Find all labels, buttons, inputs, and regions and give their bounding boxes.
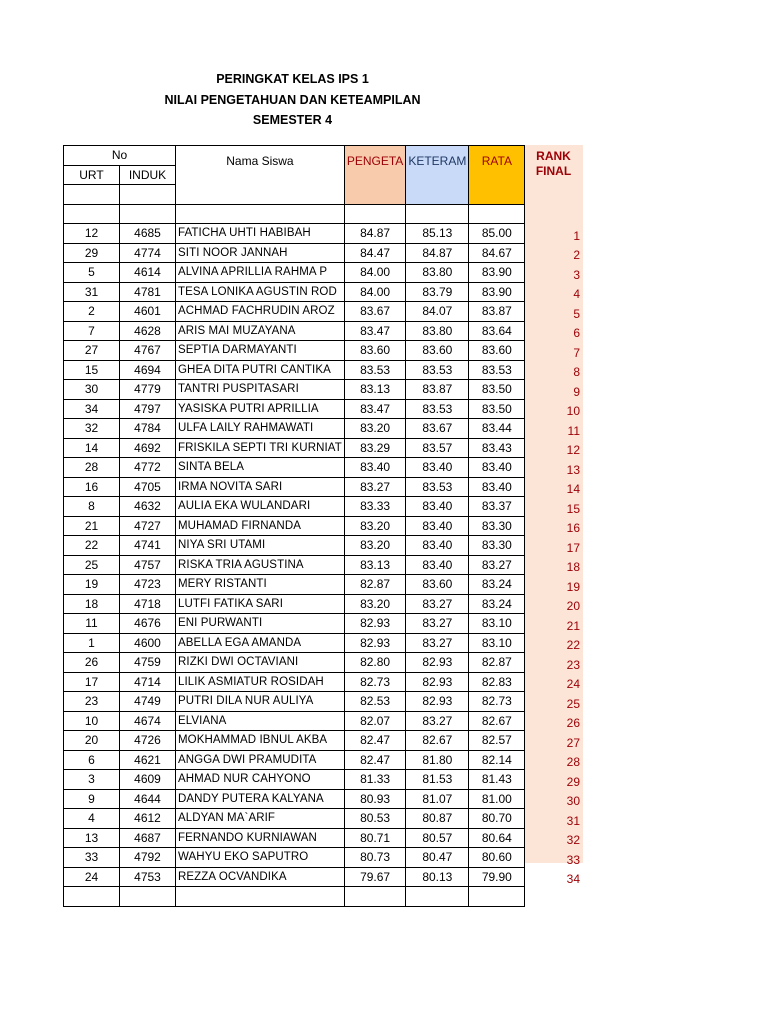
student-name: AHMAD NUR CAHYONO xyxy=(176,770,345,790)
student-pengeta: 80.53 xyxy=(344,809,405,829)
student-keteram: 83.40 xyxy=(406,536,469,556)
student-keteram: 83.27 xyxy=(406,594,469,614)
student-name: TANTRI PUSPITASARI xyxy=(176,380,345,400)
student-urt: 3 xyxy=(64,770,120,790)
student-urt: 28 xyxy=(64,458,120,478)
student-name: REZZA OCVANDIKA xyxy=(176,867,345,887)
rank-value: 21 xyxy=(566,618,580,633)
student-pengeta: 82.53 xyxy=(344,692,405,712)
table-row xyxy=(64,458,525,478)
student-keteram: 81.53 xyxy=(406,770,469,790)
student-keteram: 83.57 xyxy=(406,438,469,458)
student-keteram: 83.53 xyxy=(406,360,469,380)
student-urt: 9 xyxy=(64,789,120,809)
student-induk: 4609 xyxy=(120,770,176,790)
rank-value: 22 xyxy=(566,638,580,652)
student-urt: 10 xyxy=(64,711,120,731)
student-rata: 83.90 xyxy=(469,263,525,283)
student-keteram: 82.93 xyxy=(406,672,469,692)
student-keteram: 83.53 xyxy=(406,399,469,419)
student-name: YASISKA PUTRI APRILLIA xyxy=(176,399,345,419)
student-rata: 83.50 xyxy=(469,399,525,419)
student-rata: 81.00 xyxy=(469,789,525,809)
rank-value: 31 xyxy=(566,813,580,828)
table-row xyxy=(64,653,525,673)
student-urt: 25 xyxy=(64,555,120,575)
student-pengeta: 80.93 xyxy=(344,789,405,809)
student-name: ALVINA APRILLIA RAHMA P xyxy=(176,263,345,283)
student-urt: 18 xyxy=(64,594,120,614)
rank-value: 28 xyxy=(566,755,580,769)
header-no: No xyxy=(64,146,176,166)
student-induk: 4772 xyxy=(120,458,176,478)
table-row xyxy=(64,243,525,263)
student-pengeta: 84.47 xyxy=(344,243,405,263)
student-name: ACHMAD FACHRUDIN AROZ xyxy=(176,302,345,322)
table-row xyxy=(64,672,525,692)
student-name: IRMA NOVITA SARI xyxy=(176,477,345,497)
student-induk: 4779 xyxy=(120,380,176,400)
student-pengeta: 82.73 xyxy=(344,672,405,692)
student-pengeta: 83.47 xyxy=(344,321,405,341)
student-urt: 13 xyxy=(64,828,120,848)
student-induk: 4628 xyxy=(120,321,176,341)
student-induk: 4726 xyxy=(120,731,176,751)
rank-value: 9 xyxy=(573,384,580,399)
table-row xyxy=(64,224,525,244)
student-urt: 31 xyxy=(64,282,120,302)
student-induk: 4714 xyxy=(120,672,176,692)
student-name: SITI NOOR JANNAH xyxy=(176,243,345,263)
student-urt: 24 xyxy=(64,867,120,887)
student-rata: 83.30 xyxy=(469,536,525,556)
rank-final-column xyxy=(524,145,583,886)
rank-value: 4 xyxy=(573,287,580,301)
student-pengeta: 83.20 xyxy=(344,516,405,536)
student-rata: 82.14 xyxy=(469,750,525,770)
student-induk: 4600 xyxy=(120,633,176,653)
title-line-1: PERINGKAT KELAS IPS 1 xyxy=(216,72,369,86)
rank-value: 6 xyxy=(573,326,580,340)
student-keteram: 83.27 xyxy=(406,711,469,731)
table-row xyxy=(64,399,525,419)
student-keteram: 82.93 xyxy=(406,653,469,673)
table-row xyxy=(64,614,525,634)
table-row xyxy=(64,633,525,653)
student-pengeta: 83.60 xyxy=(344,341,405,361)
student-pengeta: 82.07 xyxy=(344,711,405,731)
student-pengeta: 82.93 xyxy=(344,614,405,634)
student-pengeta: 83.29 xyxy=(344,438,405,458)
student-name: MUHAMAD FIRNANDA xyxy=(176,516,345,536)
student-name: RIZKI DWI OCTAVIANI xyxy=(176,653,345,673)
student-name: AULIA EKA WULANDARI xyxy=(176,497,345,517)
student-name: FERNANDO KURNIAWAN xyxy=(176,828,345,848)
student-induk: 4753 xyxy=(120,867,176,887)
student-induk: 4705 xyxy=(120,477,176,497)
student-rata: 83.44 xyxy=(469,419,525,439)
rank-value: 1 xyxy=(573,228,580,243)
student-induk: 4741 xyxy=(120,536,176,556)
table-row xyxy=(64,770,525,790)
student-rata: 82.57 xyxy=(469,731,525,751)
rank-value: 32 xyxy=(566,833,580,847)
header-keteram: KETERAM xyxy=(406,146,469,205)
header-nama-siswa: Nama Siswa xyxy=(176,146,345,205)
empty-row xyxy=(64,887,525,907)
student-induk: 4621 xyxy=(120,750,176,770)
student-keteram: 83.80 xyxy=(406,263,469,283)
student-keteram: 80.87 xyxy=(406,809,469,829)
student-rata: 83.87 xyxy=(469,302,525,322)
student-rata: 82.73 xyxy=(469,692,525,712)
table-row xyxy=(64,809,525,829)
student-urt: 17 xyxy=(64,672,120,692)
student-keteram: 80.47 xyxy=(406,848,469,868)
title-line-3: SEMESTER 4 xyxy=(252,113,333,127)
student-urt: 29 xyxy=(64,243,120,263)
rank-header-line1: RANK xyxy=(536,149,571,163)
student-induk: 4727 xyxy=(120,516,176,536)
rank-value: 18 xyxy=(566,560,580,574)
student-induk: 4749 xyxy=(120,692,176,712)
student-pengeta: 83.40 xyxy=(344,458,405,478)
rank-value: 11 xyxy=(567,423,580,438)
student-urt: 6 xyxy=(64,750,120,770)
student-induk: 4774 xyxy=(120,243,176,263)
rank-value: 5 xyxy=(573,306,580,321)
student-pengeta: 83.13 xyxy=(344,380,405,400)
student-name: ENI PURWANTI xyxy=(176,614,345,634)
student-induk: 4676 xyxy=(120,614,176,634)
rank-value: 19 xyxy=(566,579,580,594)
rank-value: 20 xyxy=(566,599,580,613)
student-urt: 4 xyxy=(64,809,120,829)
student-keteram: 83.40 xyxy=(406,458,469,478)
rank-value: 8 xyxy=(573,365,580,379)
rank-value: 23 xyxy=(566,657,580,672)
student-keteram: 81.07 xyxy=(406,789,469,809)
header-blank xyxy=(64,185,120,205)
student-rata: 83.40 xyxy=(469,477,525,497)
student-rata: 80.60 xyxy=(469,848,525,868)
student-urt: 21 xyxy=(64,516,120,536)
student-name: FRISKILA SEPTI TRI KURNIAT xyxy=(176,438,345,458)
student-keteram: 83.87 xyxy=(406,380,469,400)
student-induk: 4632 xyxy=(120,497,176,517)
student-urt: 12 xyxy=(64,224,120,244)
student-rata: 79.90 xyxy=(469,867,525,887)
student-induk: 4687 xyxy=(120,828,176,848)
student-urt: 5 xyxy=(64,263,120,283)
student-keteram: 83.53 xyxy=(406,477,469,497)
student-name: SEPTIA DARMAYANTI xyxy=(176,341,345,361)
student-name: ARIS MAI MUZAYANA xyxy=(176,321,345,341)
student-keteram: 83.60 xyxy=(406,575,469,595)
student-induk: 4781 xyxy=(120,282,176,302)
table-row xyxy=(64,711,525,731)
student-pengeta: 83.33 xyxy=(344,497,405,517)
rank-value: 25 xyxy=(566,696,580,711)
student-pengeta: 84.00 xyxy=(344,263,405,283)
student-pengeta: 83.20 xyxy=(344,419,405,439)
table-row xyxy=(64,516,525,536)
student-name: DANDY PUTERA KALYANA xyxy=(176,789,345,809)
student-name: FATICHA UHTI HABIBAH xyxy=(176,224,345,244)
table-row xyxy=(64,497,525,517)
student-induk: 4767 xyxy=(120,341,176,361)
student-pengeta: 82.80 xyxy=(344,653,405,673)
student-rata: 83.10 xyxy=(469,633,525,653)
student-keteram: 84.07 xyxy=(406,302,469,322)
student-keteram: 85.13 xyxy=(406,224,469,244)
student-name: MOKHAMMAD IBNUL AKBA xyxy=(176,731,345,751)
student-rata: 83.53 xyxy=(469,360,525,380)
student-rata: 82.67 xyxy=(469,711,525,731)
student-rata: 80.70 xyxy=(469,809,525,829)
table-row xyxy=(64,867,525,887)
student-urt: 7 xyxy=(64,321,120,341)
table-row xyxy=(64,341,525,361)
student-rata: 84.67 xyxy=(469,243,525,263)
student-urt: 11 xyxy=(64,614,120,634)
student-rata: 80.64 xyxy=(469,828,525,848)
student-pengeta: 80.73 xyxy=(344,848,405,868)
student-rata: 83.24 xyxy=(469,575,525,595)
table-row xyxy=(64,575,525,595)
student-keteram: 83.27 xyxy=(406,633,469,653)
title-line-2: NILAI PENGETAHUAN DAN KETEAMPILAN xyxy=(164,93,421,107)
student-keteram: 83.40 xyxy=(406,497,469,517)
student-pengeta: 83.53 xyxy=(344,360,405,380)
student-induk: 4757 xyxy=(120,555,176,575)
student-keteram: 83.80 xyxy=(406,321,469,341)
student-urt: 15 xyxy=(64,360,120,380)
header-blank xyxy=(120,185,176,205)
rank-value: 13 xyxy=(566,462,580,477)
student-rata: 83.50 xyxy=(469,380,525,400)
student-name: GHEA DITA PUTRI CANTIKA xyxy=(176,360,345,380)
table-row xyxy=(64,594,525,614)
student-pengeta: 83.13 xyxy=(344,555,405,575)
student-rata: 83.24 xyxy=(469,594,525,614)
rank-value: 24 xyxy=(566,677,580,691)
student-pengeta: 83.20 xyxy=(344,536,405,556)
table-row xyxy=(64,536,525,556)
student-rata: 83.27 xyxy=(469,555,525,575)
student-induk: 4601 xyxy=(120,302,176,322)
student-name: RISKA TRIA AGUSTINA xyxy=(176,555,345,575)
header-urt: URT xyxy=(64,165,120,185)
rank-value: 3 xyxy=(573,267,580,282)
student-name: ABELLA EGA AMANDA xyxy=(176,633,345,653)
student-induk: 4612 xyxy=(120,809,176,829)
student-urt: 27 xyxy=(64,341,120,361)
student-induk: 4792 xyxy=(120,848,176,868)
student-urt: 33 xyxy=(64,848,120,868)
student-urt: 26 xyxy=(64,653,120,673)
student-name: MERY RISTANTI xyxy=(176,575,345,595)
student-induk: 4759 xyxy=(120,653,176,673)
student-urt: 20 xyxy=(64,731,120,751)
student-urt: 8 xyxy=(64,497,120,517)
table-row xyxy=(64,789,525,809)
table-row xyxy=(64,438,525,458)
table-row xyxy=(64,419,525,439)
table-row xyxy=(64,848,525,868)
rank-value: 14 xyxy=(566,482,580,496)
student-urt: 1 xyxy=(64,633,120,653)
table-row xyxy=(64,555,525,575)
student-urt: 23 xyxy=(64,692,120,712)
header-rata: RATA xyxy=(469,146,525,205)
student-rata: 82.83 xyxy=(469,672,525,692)
student-keteram: 83.60 xyxy=(406,341,469,361)
header-pengeta: PENGETA xyxy=(344,146,405,205)
student-pengeta: 83.20 xyxy=(344,594,405,614)
student-rata: 81.43 xyxy=(469,770,525,790)
student-pengeta: 82.93 xyxy=(344,633,405,653)
student-pengeta: 82.47 xyxy=(344,750,405,770)
student-induk: 4784 xyxy=(120,419,176,439)
student-urt: 22 xyxy=(64,536,120,556)
student-pengeta: 82.47 xyxy=(344,731,405,751)
rank-value: 34 xyxy=(566,872,580,886)
student-keteram: 80.13 xyxy=(406,867,469,887)
rank-value: 7 xyxy=(573,345,580,360)
student-rata: 83.10 xyxy=(469,614,525,634)
table-row xyxy=(64,380,525,400)
student-keteram: 83.67 xyxy=(406,419,469,439)
student-rata: 83.60 xyxy=(469,341,525,361)
student-induk: 4694 xyxy=(120,360,176,380)
student-induk: 4723 xyxy=(120,575,176,595)
student-rata: 83.37 xyxy=(469,497,525,517)
rank-value: 2 xyxy=(573,248,580,262)
student-pengeta: 83.67 xyxy=(344,302,405,322)
student-urt: 16 xyxy=(64,477,120,497)
student-name: WAHYU EKO SAPUTRO xyxy=(176,848,345,868)
student-rata: 85.00 xyxy=(469,224,525,244)
table-row xyxy=(64,302,525,322)
student-rata: 82.87 xyxy=(469,653,525,673)
student-pengeta: 84.87 xyxy=(344,224,405,244)
table-row xyxy=(64,477,525,497)
rank-value: 16 xyxy=(566,521,580,535)
student-keteram: 84.87 xyxy=(406,243,469,263)
table-row xyxy=(64,731,525,751)
student-keteram: 83.40 xyxy=(406,516,469,536)
table-row xyxy=(64,360,525,380)
student-keteram: 82.67 xyxy=(406,731,469,751)
rank-value: 27 xyxy=(566,735,580,750)
student-induk: 4644 xyxy=(120,789,176,809)
student-pengeta: 83.27 xyxy=(344,477,405,497)
student-induk: 4614 xyxy=(120,263,176,283)
rank-value: 33 xyxy=(566,852,580,867)
table-row xyxy=(64,282,525,302)
table-row xyxy=(64,263,525,283)
student-pengeta: 80.71 xyxy=(344,828,405,848)
student-name: ELVIANA xyxy=(176,711,345,731)
rank-value: 10 xyxy=(566,404,580,418)
student-keteram: 82.93 xyxy=(406,692,469,712)
student-keteram: 83.27 xyxy=(406,614,469,634)
student-name: TESA LONIKA AGUSTIN ROD xyxy=(176,282,345,302)
student-rata: 83.40 xyxy=(469,458,525,478)
rank-value: 12 xyxy=(566,443,580,457)
student-urt: 32 xyxy=(64,419,120,439)
student-keteram: 83.40 xyxy=(406,555,469,575)
student-induk: 4692 xyxy=(120,438,176,458)
student-name: NIYA SRI UTAMI xyxy=(176,536,345,556)
student-induk: 4674 xyxy=(120,711,176,731)
student-rata: 83.64 xyxy=(469,321,525,341)
student-name: SINTA BELA xyxy=(176,458,345,478)
student-induk: 4718 xyxy=(120,594,176,614)
table-row xyxy=(64,828,525,848)
student-pengeta: 81.33 xyxy=(344,770,405,790)
student-urt: 34 xyxy=(64,399,120,419)
student-induk: 4797 xyxy=(120,399,176,419)
table-row xyxy=(64,321,525,341)
rank-value: 17 xyxy=(566,540,580,555)
rank-value: 30 xyxy=(566,794,580,808)
table-row xyxy=(64,750,525,770)
student-induk: 4685 xyxy=(120,224,176,244)
table-row xyxy=(64,692,525,712)
student-name: ULFA LAILY RAHMAWATI xyxy=(176,419,345,439)
ranking-table xyxy=(63,145,525,907)
student-rata: 83.43 xyxy=(469,438,525,458)
student-name: ANGGA DWI PRAMUDITA xyxy=(176,750,345,770)
student-urt: 30 xyxy=(64,380,120,400)
student-rata: 83.30 xyxy=(469,516,525,536)
student-pengeta: 79.67 xyxy=(344,867,405,887)
student-name: LUTFI FATIKA SARI xyxy=(176,594,345,614)
rank-value: 26 xyxy=(566,716,580,730)
student-pengeta: 84.00 xyxy=(344,282,405,302)
student-name: LILIK ASMIATUR ROSIDAH xyxy=(176,672,345,692)
student-keteram: 81.80 xyxy=(406,750,469,770)
student-rata: 83.90 xyxy=(469,282,525,302)
header-induk: INDUK xyxy=(120,165,176,185)
student-name: ALDYAN MA`ARIF xyxy=(176,809,345,829)
student-keteram: 83.79 xyxy=(406,282,469,302)
student-urt: 14 xyxy=(64,438,120,458)
rank-header-line2: FINAL xyxy=(535,164,572,178)
student-pengeta: 82.87 xyxy=(344,575,405,595)
student-keteram: 80.57 xyxy=(406,828,469,848)
rank-value: 15 xyxy=(566,501,580,516)
student-urt: 19 xyxy=(64,575,120,595)
rank-final-header xyxy=(524,149,583,179)
spacer-row xyxy=(64,204,525,224)
student-urt: 2 xyxy=(64,302,120,322)
rank-value: 29 xyxy=(566,774,580,789)
student-pengeta: 83.47 xyxy=(344,399,405,419)
student-name: PUTRI DILA NUR AULIYA xyxy=(176,692,345,712)
